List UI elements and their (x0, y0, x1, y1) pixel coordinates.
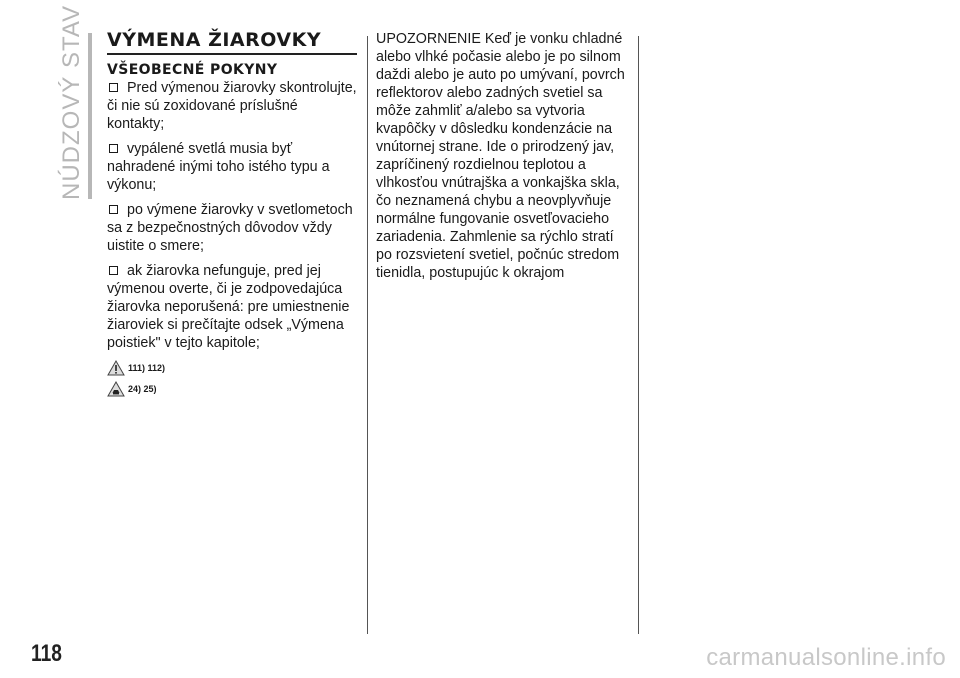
bullet-item (107, 140, 357, 194)
square-bullet-icon (109, 266, 118, 275)
page-number: 118 (31, 640, 62, 667)
bullet-text: ak žiarovka nefunguje, pred jej výmenou overte, či je zodpovedajúca žiarovka neporušená: pre umiestnenie žiaroviek si prečítajte odsek „Výmena poistiek" v tejto kapitole; (107, 263, 350, 351)
title-rule (107, 53, 357, 55)
section-title: VÝMENA ŽIAROVKY (107, 29, 322, 51)
warning-triangle-icon (107, 360, 125, 376)
warning-reference-row (107, 359, 357, 377)
bullet-text: po výmene žiarovky v svetlometoch sa z bezpečnostných dôvodov vždy uistite o smere; (107, 202, 353, 254)
square-bullet-icon (109, 83, 118, 92)
left-column (107, 30, 357, 401)
warning-references (107, 359, 357, 398)
bullet-text: vypálené svetlá musia byť nahradené inými toho istého typu a výkonu; (107, 141, 330, 193)
chapter-side-title: NÚDZOVÝ STAV (58, 4, 85, 200)
square-bullet-icon (109, 205, 118, 214)
watermark: carmanualsonline.info (706, 644, 946, 671)
chapter-side-bar (88, 33, 92, 199)
caution-triangle-icon (107, 381, 125, 397)
bullet-item (107, 79, 357, 133)
subsection-title: VŠEOBECNÉ POKYNY (107, 62, 278, 78)
column-divider (638, 36, 639, 634)
bullet-text: Pred výmenou žiarovky skontrolujte, či nie sú zoxidované príslušné kontakty; (107, 80, 357, 132)
column-divider (367, 36, 368, 634)
note-text: UPOZORNENIE Keď je vonku chladné alebo vlhké počasie alebo je po silnom daždi alebo je auto po umývaní, povrch reflektorov alebo zadných svetiel sa môže zahmliť a/alebo sa vytvoria kvapôčky v dôsledku kondenzácie na vnútornej strane. Ide o prirodzený jav, zapríčinený rozdielnou teplotou a vlhkosťou vnútrajška a vonkajška skla, čo neznamená chybu a neovplyvňuje normálne fungovanie osvetľovacieho zariadenia. Zahmlenie sa rýchlo stratí po rozsvietení svetiel, počnúc stredom tienidla, postupujúc k okrajom (376, 31, 625, 281)
bullet-item (107, 201, 357, 255)
bullet-item (107, 262, 357, 352)
warning-reference-text: 111) 112) (128, 363, 166, 373)
caution-reference-text: 24) 25) (128, 384, 157, 394)
bullet-list (107, 79, 357, 352)
caution-reference-row (107, 380, 357, 398)
square-bullet-icon (109, 144, 118, 153)
